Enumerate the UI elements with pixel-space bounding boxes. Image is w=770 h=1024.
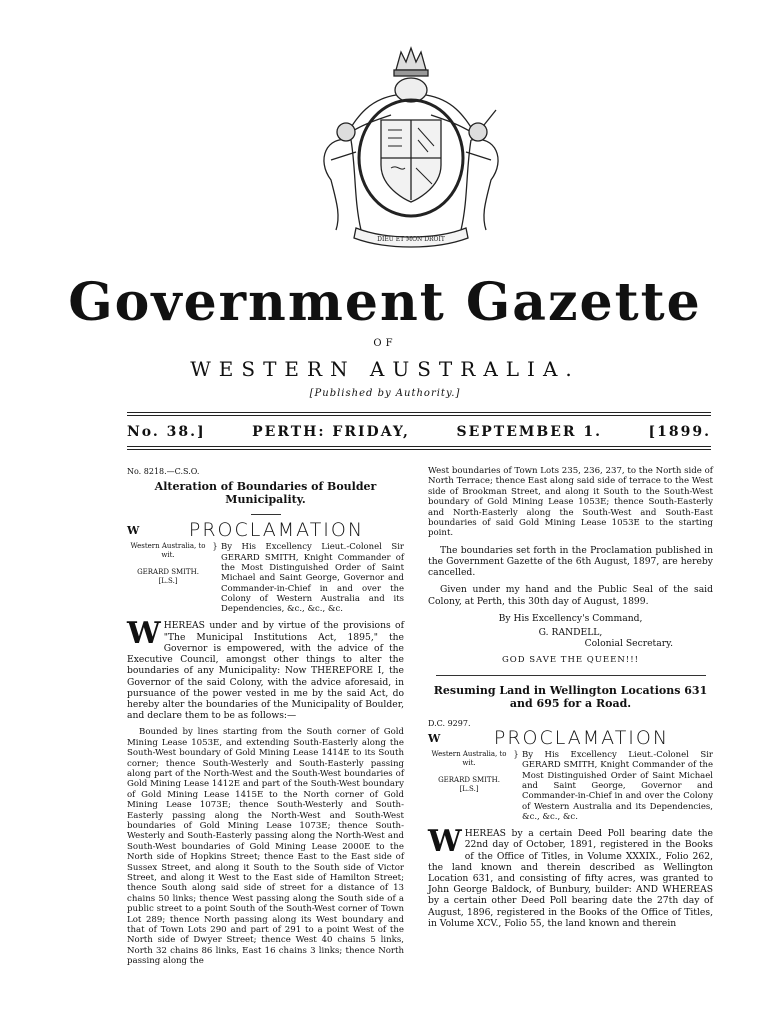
issue-city-day: PERTH: FRIDAY, [252,424,410,440]
drop-cap2: W [428,824,462,860]
gazette-title: Government Gazette [68,272,702,333]
left-column [127,466,404,973]
decree2-side [428,750,510,822]
given-paragraph: Given under my hand and the Public Seal of the said Colony, at Perth, this 30th day of August, 1899. [428,584,713,607]
notice-separator [436,675,706,676]
brace: } [212,542,218,552]
issue-year: [1899. [648,424,711,440]
whereas-text: HEREAS under and by virtue of the provisions of "The Municipal Institutions Act, 1895," the Governor is empowered, with the advice of the Executive Council, amongst other things to alter the boundaries of any Municipality: Now THEREFORE I, the Governor of the said Colony, with the advice aforesaid, in pursuance of the power vested in me by the said Act, do hereby alter the boundaries of the Municipality of Boulder, and declare them to be as follows:— [127,620,404,722]
notice-reference: No. 8218.—C.S.O. [127,467,200,476]
top-rule-thin [127,415,711,416]
proclamation-title: PROCLAMATION [188,519,365,542]
decree-side [127,542,209,614]
governor-seal: GERARD SMITH. [L.S.] [137,568,199,586]
signatory-title: Colonial Secretary. [584,638,673,650]
royal-coat-of-arms [296,40,526,250]
colony-label: Western Australia, to wit. [130,542,206,560]
governor2-title: By His Excellency Lieut.-Colonel Sir GERARD SMITH, Knight Commander of the Most Distinguished Order of Saint Michael and Saint George, Governor and Commander-in-Chief in and over the Colony of Western Australia and its Dependencies, &c., &c., &c. [522,750,713,822]
proclamation-prefix: W [127,524,140,538]
whereas2-paragraph [428,824,713,929]
svg-text:DIEU ET MON DROIT: DIEU ET MON DROIT [377,236,445,243]
proclamation2-title: PROCLAMATION [493,726,670,749]
governor-title: By His Excellency Lieut.-Colonel Sir GERARD SMITH, Knight Commander of the Most Distinguished Order of Saint Michael and Saint George, Governor and Commander-in-Chief in and over the Colony of Western Australia and its Dependencies, &c., &c., &c. [221,542,404,615]
colony2-label: Western Australia, to wit. [431,750,507,768]
proclamation2-prefix: W [428,731,441,745]
drop-cap: W [127,616,161,652]
gazette-place: WESTERN AUSTRALIA. [190,357,580,381]
gazette-authority: [Published by Authority.] [309,388,461,399]
whereas2-text: HEREAS by a certain Deed Poll bearing date the 22nd day of October, 1891, registered in the Books of the Office of Titles, in Volume XXXIX., Folio 262, the land known and therein described as Wellington Location 631, and consisting of fifty acres, was granted to John George Baldock, of Bunbury, builder: AND WHEREAS by a certain other Deed Poll bearing date the 27th day of August, 1896, registered in the Books of the Office of Titles, in Volume XCV., Folio 55, the land known and therein [428,828,713,929]
notice2-reference: D.C. 9297. [428,718,471,728]
notice-heading: Alteration of Boundaries of Boulder Municipality. [154,480,377,507]
right-column [428,466,713,935]
governor2-seal: GERARD SMITH. [L.S.] [438,776,500,794]
bottom-rule [127,446,711,447]
notice2-heading: Resuming Land in Wellington Locations 631 and 695 for a Road. [433,683,708,710]
bottom-rule-thin [127,449,711,450]
proclamation-line [127,519,404,542]
signatory-name: G. RANDELL, [538,627,603,639]
heading-divider [251,514,281,515]
whereas-paragraph [127,616,404,722]
boundary-description: Bounded by lines starting from the South corner of Gold Mining Lease 1053E, and extending South-Easterly along the South-West boundary of Gold Mining Lease 1414E to its South corner; thence South-Westerly and South-Easterly passing along part of the North-West and the South-West boundaries of Gold Mining Lease 1412E and part of the South-West boundary of Gold Mining Lease 1415E to the North corner of Gold Mining Lease 1073E; thence South-Westerly and South-Easterly passing along the North-West and South-West boundaries of Gold Mining Lease 1073E; thence South-Westerly and South-Easterly passing along the North-West and South-West boundaries of Gold Mining Lease 2000E to the North side of Hopkins Street; thence East to the East side of Sussex Street, and along it South to the South side of Victor Street, and along it West to the East side of Hamilton Street; thence South along said side of street for a distance of 13 chains 50 links; thence West passing along the South side of a public street to a point South of the South-West corner of Town Lot 289; thence North passing along its West boundary and that of Town Lots 290 and part of 291 to a point West of the North side of Dwyer Street; thence West 40 chains 5 links, North 32 chains 86 links, East 16 chains 3 links; thence North passing along the [127,727,404,967]
decree-block [127,542,404,614]
top-rule [127,412,711,413]
god-save-the-queen: GOD SAVE THE QUEEN!!! [501,655,640,666]
issue-date: SEPTEMBER 1. [456,424,602,440]
issue-line [127,424,711,440]
boundary-continuation: West boundaries of Town Lots 235, 236, 237, to the North side of North Terrace; thence East along said side of terrace to the West side of Brookman Street, and along it South to the South-West boundary of Gold Mining Lease 1053E; thence South-Easterly and North-Easterly along the South-West and South-East boundaries of said Gold Mining Lease 1053E to the starting point. [428,466,713,539]
gazette-of: OF [373,338,397,349]
proclamation2-line [428,726,713,749]
cancellation-paragraph: The boundaries set forth in the Proclamation published in the Government Gazette of the 6th August, 1897, are hereby cancelled. [428,544,713,579]
issue-number: No. 38.] [127,424,206,440]
brace2: } [513,750,519,760]
decree2-block [428,750,713,822]
command-line: By His Excellency's Command, [498,612,643,624]
